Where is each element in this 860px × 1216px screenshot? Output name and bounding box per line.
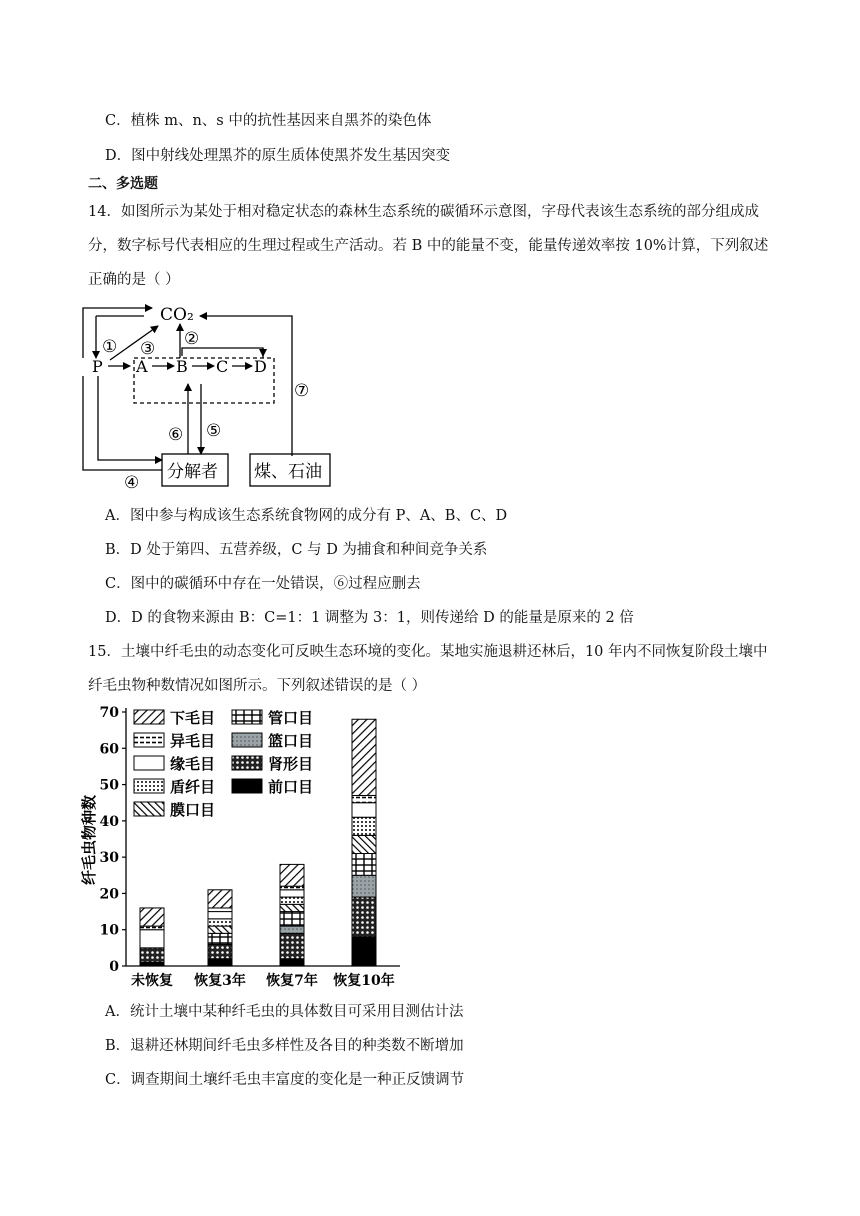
- process-7: ⑦: [294, 381, 310, 401]
- q14-stem-line3: 正确的是（ ）: [88, 272, 180, 288]
- process-6: ⑥: [168, 425, 184, 445]
- bar-segment: [352, 719, 376, 795]
- legend-swatch: [232, 756, 262, 770]
- bar-segment: [352, 835, 376, 853]
- bar-segment: [280, 959, 304, 966]
- bar-segment: [140, 926, 164, 930]
- x-category-label: 未恢复: [131, 973, 173, 989]
- legend-label: 盾纤目: [170, 778, 216, 796]
- x-category-label: 恢复3年: [194, 973, 246, 989]
- y-tick-label: 0: [109, 959, 119, 975]
- legend-swatch: [134, 802, 164, 816]
- legend-swatch: [134, 756, 164, 770]
- bar-segment: [280, 886, 304, 890]
- bar-segment: [352, 897, 376, 937]
- legend-label: 管口目: [268, 709, 314, 727]
- y-tick-label: 70: [99, 705, 119, 721]
- co2-label: CO₂: [160, 305, 194, 325]
- y-tick-label: 60: [99, 741, 119, 758]
- bar-segment: [352, 937, 376, 966]
- bar-segment: [140, 908, 164, 926]
- y-tick-label: 50: [99, 777, 119, 794]
- bar-segment: [280, 933, 304, 958]
- bar-segment: [208, 912, 232, 919]
- bar-segment: [280, 926, 304, 933]
- legend-swatch: [232, 733, 262, 747]
- process-5: ⑤: [206, 421, 222, 441]
- bar-segment: [208, 933, 232, 944]
- legend-swatch: [232, 779, 262, 793]
- bar-segment: [208, 944, 232, 959]
- y-tick-label: 30: [99, 850, 119, 867]
- legend-swatch: [134, 733, 164, 747]
- q13-option-c: C．植株 m、n、s 中的抗性基因来自黑芥的染色体: [105, 113, 432, 129]
- bar-segment: [140, 930, 164, 948]
- bar-segment: [280, 890, 304, 897]
- node-d: D: [254, 357, 267, 376]
- bar-segment: [280, 904, 304, 911]
- decomposer-label: 分解者: [167, 462, 218, 482]
- q15-option-b: B．退耕还林期间纤毛虫多样性及各目的种类数不断增加: [105, 1038, 464, 1054]
- y-tick-label: 40: [99, 813, 119, 830]
- bar-segment: [208, 959, 232, 966]
- q14-option-b: B．D 处于第四、五营养级，C 与 D 为捕食和种间竞争关系: [105, 542, 488, 558]
- legend-label: 缘毛目: [170, 755, 216, 773]
- q14-stem-line2: 分，数字标号代表相应的生理过程或生产活动。若 B 中的能量不变，能量传递效率按 10%计算，下列叙述: [88, 238, 769, 254]
- y-axis-label: 纤毛虫物种数: [80, 794, 98, 886]
- node-c: C: [216, 357, 229, 376]
- q15-stem-line2: 纤毛虫物种数情况如图所示。下列叙述错误的是（ ）: [88, 678, 427, 694]
- q14-option-c: C．图中的碳循环中存在一处错误，⑥过程应删去: [105, 576, 421, 592]
- node-p: P: [92, 357, 103, 376]
- y-tick-label: 10: [99, 922, 119, 939]
- legend-label: 下毛目: [170, 709, 216, 727]
- carbon-cycle-diagram: [80, 296, 340, 496]
- legend-label: 肾形目: [268, 755, 314, 773]
- q14-option-a: A．图中参与构成该生态系统食物网的成分有 P、A、B、C、D: [105, 508, 508, 524]
- process-1: ①: [102, 337, 118, 357]
- section-heading: 二、多选题: [88, 176, 158, 192]
- q15-option-c: C．调查期间土壤纤毛虫丰富度的变化是一种正反馈调节: [105, 1072, 465, 1088]
- legend-swatch: [134, 710, 164, 724]
- legend-label: 前口目: [268, 778, 314, 796]
- bar-segment: [140, 962, 164, 966]
- node-a: A: [136, 357, 148, 376]
- q14-stem-line1: 14．如图所示为某处于相对稳定状态的森林生态系统的碳循环示意图，字母代表该生态系统的部分组成成: [88, 204, 759, 220]
- bar-segment: [280, 897, 304, 904]
- bar-segment: [352, 795, 376, 802]
- bar-segment: [208, 908, 232, 912]
- x-category-label: 恢复10年: [333, 973, 395, 989]
- bar-segment: [208, 890, 232, 908]
- legend-label: 异毛目: [170, 732, 216, 750]
- node-b: B: [176, 357, 188, 376]
- bar-segment: [208, 926, 232, 933]
- legend-swatch: [134, 779, 164, 793]
- q13-option-d: D．图中射线处理黑芥的原生质体使黑芥发生基因突变: [105, 148, 451, 164]
- legend-label: 篮口目: [268, 732, 314, 750]
- x-category-label: 恢复7年: [266, 973, 318, 989]
- bar-segment: [352, 875, 376, 897]
- q15-stem-line1: 15．土壤中纤毛虫的动态变化可反映生态环境的变化。某地实施退耕还林后，10 年内不同恢复阶段土壤中: [88, 644, 768, 660]
- q15-option-a: A．统计土壤中某种纤毛虫的具体数目可采用目测估计法: [105, 1004, 464, 1020]
- bar-segment: [280, 864, 304, 886]
- legend-label: 膜口目: [170, 801, 216, 819]
- bar-segment: [208, 919, 232, 926]
- bar-segment: [280, 912, 304, 927]
- bar-segment: [352, 854, 376, 876]
- bar-segment: [352, 817, 376, 835]
- y-tick-label: 20: [99, 886, 119, 903]
- process-4: ④: [124, 473, 140, 493]
- process-3: ③: [140, 339, 156, 359]
- q14-option-d: D．D 的食物来源由 B：C=1：1 调整为 3：1，则传递给 D 的能量是原来的 2 倍: [105, 610, 634, 626]
- fuel-label: 煤、石油: [254, 462, 322, 482]
- process-2: ②: [184, 329, 200, 349]
- legend-swatch: [232, 710, 262, 724]
- ciliate-species-chart: [80, 700, 420, 996]
- bar-segment: [352, 803, 376, 818]
- bar-segment: [140, 948, 164, 963]
